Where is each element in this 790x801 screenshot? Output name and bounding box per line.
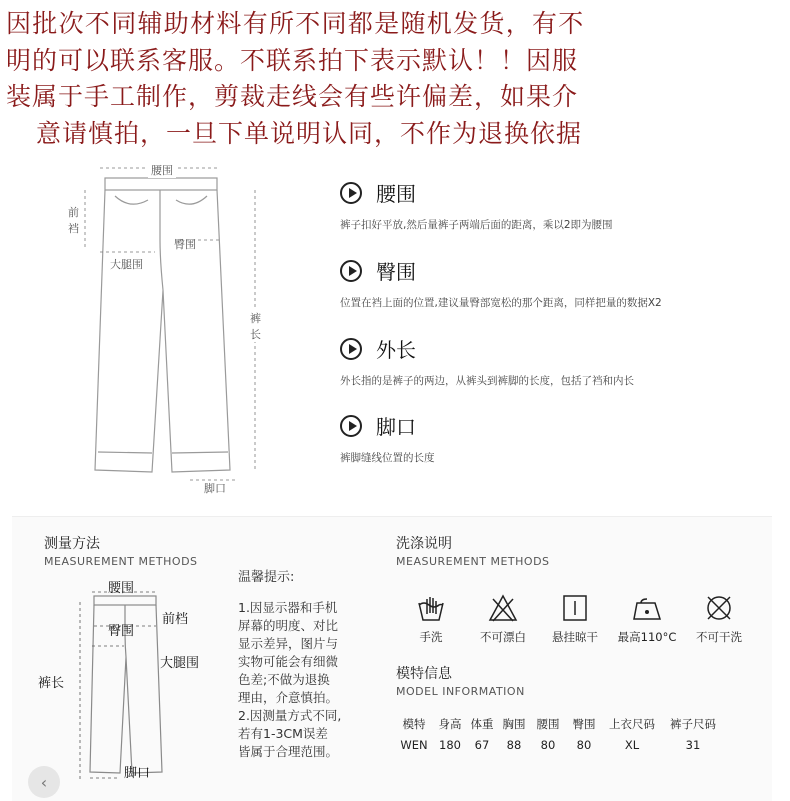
back-button[interactable] — [28, 766, 60, 798]
label-thigh: 大腿围 — [160, 656, 200, 671]
pants-diagram-bottom — [38, 581, 222, 792]
play-icon — [340, 260, 362, 282]
pants-outline-bottom — [42, 582, 222, 792]
definition-outer-length — [340, 334, 634, 388]
measurement-header — [44, 533, 198, 568]
notice-line: 装属于手工制作，剪裁走线会有些许偏差，如果介 — [6, 82, 579, 111]
table-cell: XL — [624, 738, 640, 752]
definition-title: 臀围 — [376, 260, 416, 284]
label-waist: 腰围 — [148, 162, 176, 178]
notice-line: 意请慎拍，一旦下单说明认同，不作为退换依据 — [36, 118, 583, 148]
table-header-row — [394, 713, 724, 735]
no-bleach-icon — [468, 591, 538, 623]
table-header: 体重 — [470, 717, 494, 731]
tips-line: 1.因显示器和手机 — [238, 600, 338, 615]
model-title: 模特信息 — [396, 666, 452, 682]
care-item — [396, 591, 466, 645]
table-cell: 180 — [439, 738, 461, 752]
care-item — [468, 591, 538, 645]
label-length: 裤长 — [38, 676, 65, 691]
definition-title: 外长 — [376, 338, 416, 362]
definition-title: 脚口 — [376, 415, 416, 439]
tips-line: 显示差异，图片与 — [238, 636, 339, 651]
model-header — [396, 663, 525, 698]
washing-title: 洗涤说明 — [396, 536, 452, 552]
label-waist: 腰围 — [108, 581, 135, 596]
tips-line: 屏幕的明度、对比 — [238, 618, 339, 633]
label-front-rise-1: 前 — [68, 206, 79, 219]
play-icon — [340, 415, 362, 437]
care-item — [540, 591, 610, 645]
table-header: 裤子尺码 — [670, 717, 716, 731]
hand-wash-icon — [396, 591, 466, 623]
tips-line: 色差;不做为退换 — [238, 672, 330, 687]
washing-header — [396, 533, 550, 568]
play-icon — [340, 182, 362, 204]
tips-line: 皆属于合理范围。 — [238, 744, 339, 759]
no-dry-clean-icon — [684, 591, 754, 623]
table-header: 模特 — [402, 717, 426, 731]
table-cell: 80 — [540, 738, 556, 752]
care-item — [612, 591, 682, 645]
notice-line: 明的可以联系客服。不联系拍下表示默认！！因服 — [6, 45, 579, 75]
model-table — [394, 713, 724, 755]
care-icons — [396, 591, 756, 645]
definition-desc: 外长指的是裤子的两边，从裤头到裤脚的长度，包括了裆和内长 — [340, 375, 634, 387]
care-label: 最高110°C — [617, 630, 677, 644]
table-header: 臀围 — [572, 717, 596, 731]
play-icon — [340, 338, 362, 360]
definition-title: 腰围 — [376, 182, 416, 206]
tips-line: 理由，介意慎拍。 — [238, 690, 339, 705]
tips-line: 实物可能会有细微 — [238, 654, 339, 669]
table-header: 上衣尺码 — [609, 717, 655, 731]
table-cell: WEN — [400, 738, 428, 752]
chevron-left-icon: ‹ — [40, 772, 48, 792]
care-item — [684, 591, 754, 645]
care-label: 手洗 — [419, 630, 443, 644]
definition-desc: 裤子扣好平放,然后量裤子两端后面的距离，乘以2即为腰围 — [340, 219, 613, 231]
label-hem: 脚口 — [124, 766, 151, 781]
notice-text — [6, 6, 786, 152]
table-cell: 31 — [685, 738, 701, 752]
tips-title: 温馨提示: — [238, 570, 295, 585]
info-panel — [12, 516, 772, 801]
label-length-2: 长 — [250, 328, 261, 341]
definition-waist — [340, 178, 613, 232]
definition-hip — [340, 256, 662, 310]
label-front-rise: 前档 — [162, 612, 189, 627]
model-subtitle: MODEL INFORMATION — [396, 685, 525, 698]
label-thigh: 大腿围 — [110, 258, 143, 271]
tips-line: 2.因测量方式不同, — [238, 708, 342, 723]
table-cell: 80 — [576, 738, 592, 752]
label-length-1: 裤 — [250, 312, 261, 325]
table-header: 胸围 — [502, 717, 526, 731]
care-label: 悬挂晾干 — [552, 630, 598, 644]
care-label: 不可漂白 — [480, 630, 526, 644]
care-label: 不可干洗 — [696, 630, 742, 644]
pants-diagram-top — [60, 160, 290, 500]
label-hip: 臀围 — [174, 238, 196, 251]
definition-desc: 裤脚缝线位置的长度 — [340, 452, 435, 464]
label-hem: 脚口 — [204, 482, 226, 495]
iron-icon — [612, 591, 682, 623]
notice-line: 因批次不同辅助材料有所不同都是随机发货，有不 — [6, 9, 585, 38]
table-header: 身高 — [438, 717, 462, 731]
definition-hem — [340, 411, 435, 465]
label-front-rise-2: 裆 — [68, 222, 79, 235]
measurement-subtitle: MEASUREMENT METHODS — [44, 555, 198, 568]
definition-desc: 位置在裆上面的位置,建议量臀部宽松的那个距离，同样把量的数据X2 — [340, 297, 662, 309]
table-cell: 88 — [506, 738, 522, 752]
tips — [238, 569, 388, 761]
washing-subtitle: MEASUREMENT METHODS — [396, 555, 550, 568]
table-row — [394, 735, 724, 755]
table-cell: 67 — [474, 738, 490, 752]
label-hip: 臀围 — [108, 624, 135, 639]
tips-line: 若有1-3CM误差 — [238, 726, 328, 741]
table-header: 腰围 — [536, 717, 560, 731]
measurement-title: 测量方法 — [44, 536, 100, 552]
hang-dry-icon — [540, 591, 610, 623]
